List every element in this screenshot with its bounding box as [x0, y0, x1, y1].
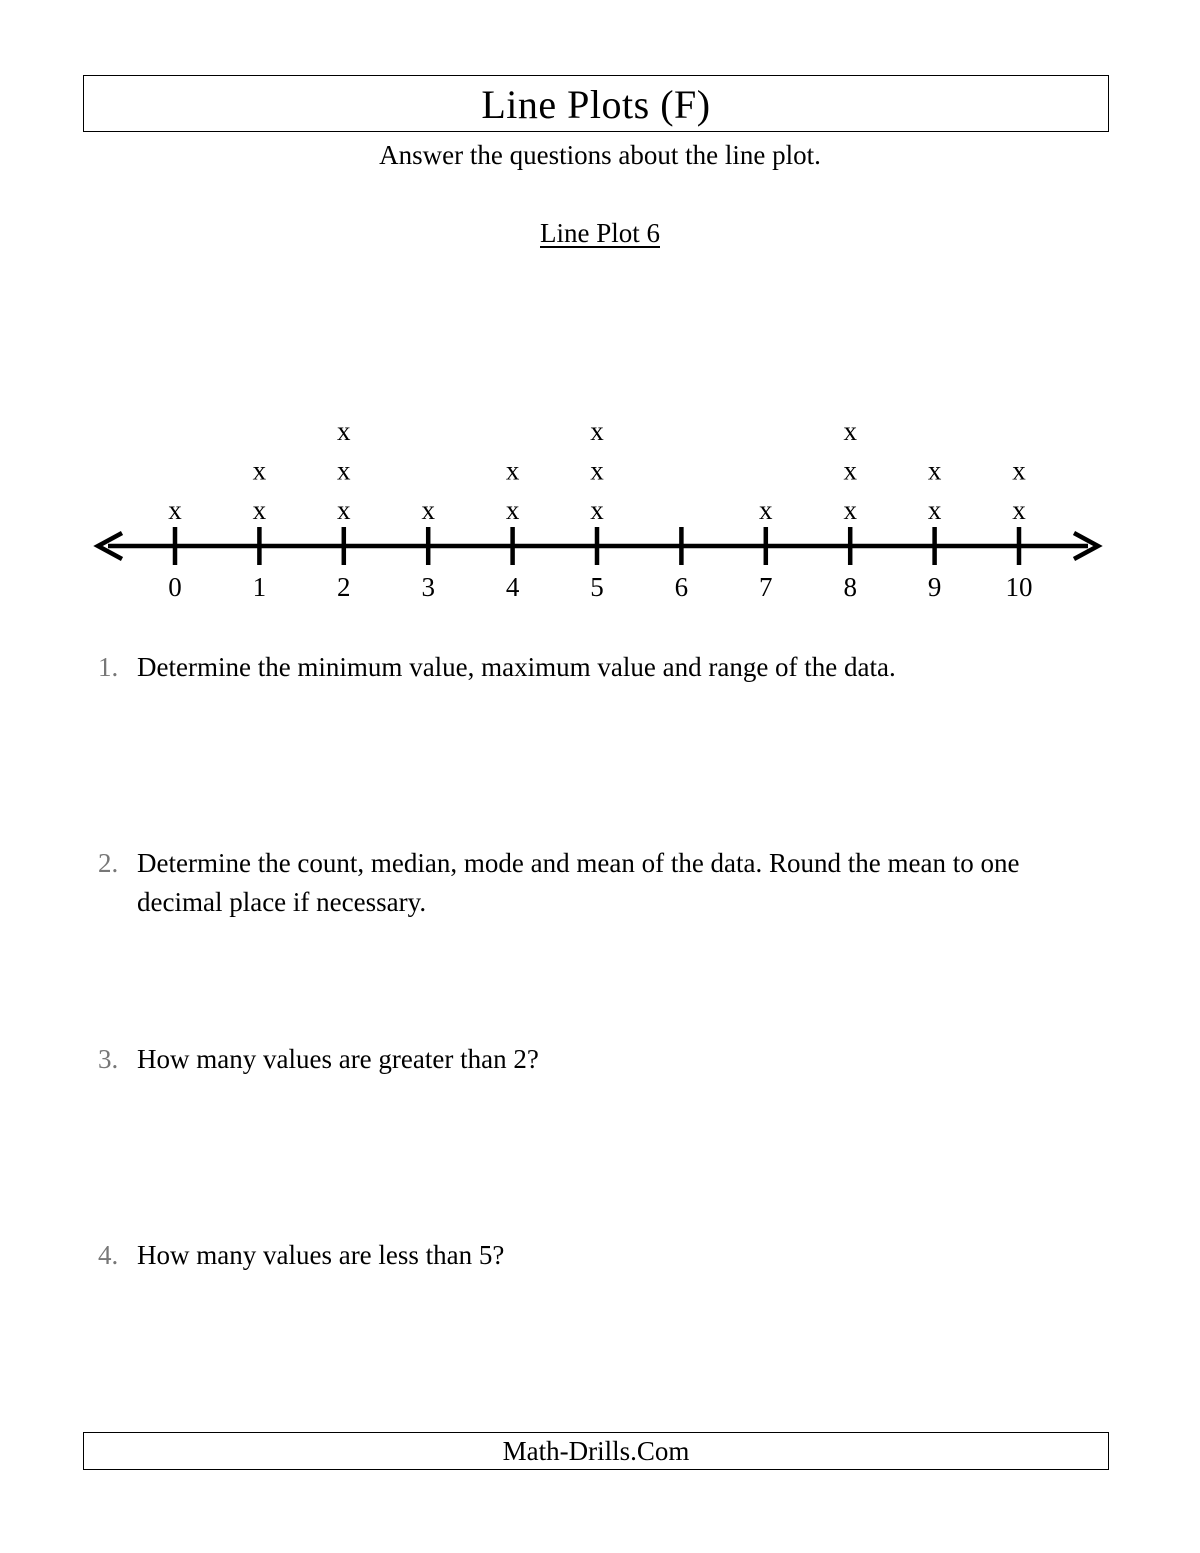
line-plot	[0, 400, 1200, 615]
question-text: Determine the minimum value, maximum value and range of the data.	[137, 652, 896, 682]
question-4	[98, 1236, 1098, 1275]
data-marker: x	[843, 416, 857, 446]
data-marker: x	[590, 455, 604, 486]
data-marker: x	[590, 416, 604, 446]
tick-label: 0	[168, 572, 182, 602]
tick-label: 2	[337, 572, 351, 602]
data-markers	[168, 416, 1026, 525]
tick-label: 3	[421, 572, 435, 602]
data-marker: x	[843, 455, 857, 486]
question-text: How many values are greater than 2?	[137, 1044, 539, 1074]
data-marker: x	[421, 495, 435, 525]
plot-title-container	[0, 216, 1200, 250]
tick-label: 5	[590, 572, 604, 602]
question-2	[98, 844, 1098, 922]
data-marker: x	[337, 455, 351, 486]
question-number: 2.	[98, 848, 119, 878]
question-number: 4.	[98, 1240, 119, 1270]
question-number: 3.	[98, 1044, 119, 1074]
tick-labels	[168, 572, 1032, 602]
data-marker: x	[505, 495, 520, 525]
title-box	[83, 75, 1109, 132]
data-marker: x	[759, 495, 773, 525]
footer-box	[83, 1432, 1109, 1470]
question-3	[98, 1040, 1098, 1079]
data-marker: x	[252, 455, 267, 486]
question-1	[98, 648, 1098, 687]
tick-label: 1	[252, 572, 267, 602]
data-marker: x	[1012, 495, 1026, 525]
data-marker: x	[337, 495, 351, 525]
data-marker: x	[168, 495, 182, 525]
instructions: Answer the questions about the line plot.	[379, 140, 821, 170]
data-marker: x	[927, 495, 942, 525]
data-marker: x	[1012, 455, 1026, 486]
question-text: Determine the count, median, mode and mean of the data. Round the mean to one decimal place if necessary.	[137, 848, 1020, 917]
question-text: How many values are less than 5?	[137, 1240, 505, 1270]
tick-label: 10	[1005, 572, 1033, 602]
tick-label: 8	[843, 572, 857, 602]
data-marker: x	[337, 416, 351, 446]
data-marker: x	[505, 455, 520, 486]
data-marker: x	[843, 495, 857, 525]
tick-label: 9	[927, 572, 942, 602]
question-number: 1.	[98, 652, 119, 682]
plot-title: Line Plot 6	[540, 218, 660, 248]
footer-text: Math-Drills.Com	[502, 1436, 690, 1466]
tick-label: 4	[505, 572, 520, 602]
worksheet-title: Line Plots (F)	[481, 82, 711, 127]
tick-label: 7	[759, 572, 773, 602]
data-marker: x	[252, 495, 267, 525]
data-marker: x	[590, 495, 604, 525]
data-marker: x	[927, 455, 942, 486]
tick-label: 6	[674, 572, 689, 602]
